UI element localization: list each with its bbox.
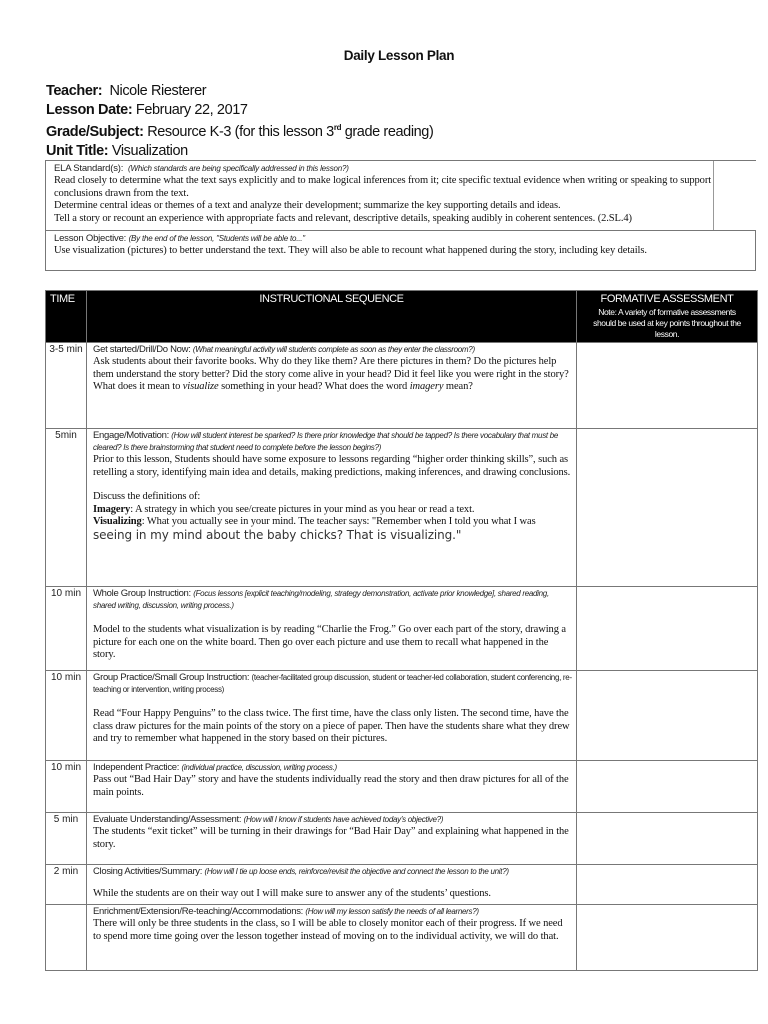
row-body: Read “Four Happy Penguins” to the class twice. The first time, have the class only listen. The second time, have the class draw pictures for the main points of the story on a piece of paper. Then have the students share what they drew and try to remember what happened in the story based on their pictures. <box>93 708 570 744</box>
standards-hint: (Which standards are being specifically addressed in this lesson?) <box>128 164 349 173</box>
row-body-c: something in your head? What does the word <box>218 381 410 392</box>
row-body: The students “exit ticket” will be turning in their drawings for “Bad Hair Day” and explaining what happened in the story. <box>93 826 569 850</box>
row-body: Model to the students what visualization is by reading “Charlie the Frog.” Go over each part of the story, drawing a picture for each one on the white board. Then go over each picture and use them to recall what happened in the story. <box>93 624 566 660</box>
row-time: 3-5 min <box>46 343 87 429</box>
def-imagery: : A strategy in which you see/create pictures in your mind as you hear or read a text. <box>130 503 475 515</box>
standard-line-1: Read closely to determine what the text says explicitly and to make logical inferences from it; cite specific textual evidence when writing or speaking to support conclusions drawn from the text. <box>54 175 712 199</box>
row-sequence <box>87 671 577 761</box>
row-heading <box>93 866 572 878</box>
row-heading-label: Evaluate Understanding/Assessment: <box>93 814 242 825</box>
teacher-value: Nicole Riesterer <box>109 83 207 99</box>
unit-row <box>46 142 433 161</box>
unit-value: Visualization <box>111 142 188 159</box>
grade-value <box>147 124 433 140</box>
row-assessment <box>577 813 758 865</box>
def-visualizing: : What you actually see in your mind. The teacher says: "Remember when I told you what I was <box>141 516 536 527</box>
header-formative-title: FORMATIVE ASSESSMENT <box>600 293 734 305</box>
row-body: There will only be three students in the class, so I will be able to closely monitor each of their progress. If we need to spend more time going over the lesson together instead of moving on to the individual activity, we will do that. <box>93 918 563 942</box>
row-heading <box>93 762 572 774</box>
row-assessment <box>577 671 758 761</box>
row-sequence <box>87 343 577 429</box>
standards-box <box>45 160 756 231</box>
grade-row <box>46 119 433 142</box>
grade-value-post: grade reading) <box>341 124 434 140</box>
grade-value-sup: rd <box>333 123 342 132</box>
unit-label: Unit Title: <box>46 142 109 159</box>
row-time: 10 min <box>46 671 87 761</box>
row-sequence <box>87 813 577 865</box>
grade-value-pre: Resource K-3 (for this lesson 3 <box>147 124 334 140</box>
row-assessment <box>577 587 758 671</box>
row-body: Prior to this lesson, Students should have some exposure to lessons regarding “higher order thinking skills”, such as retelling a story, identifying main idea and details, making predictions, making inferences, and drawing conclusions. <box>93 454 571 478</box>
row-body-d: imagery <box>409 381 444 392</box>
row-discuss: Discuss the definitions of: <box>93 491 201 502</box>
row-heading <box>93 430 572 454</box>
objective-label: Lesson Objective: <box>54 233 127 244</box>
objective-text: Use visualization (pictures) to better understand the text. They will also be able to recount what happened during the story, including key details. <box>54 245 647 256</box>
table-header-row <box>46 291 758 343</box>
row-heading-label: Closing Activities/Summary: <box>93 866 203 877</box>
row-heading-label: Engage/Motivation: <box>93 430 169 441</box>
row-def-imagery <box>93 504 572 517</box>
row-time <box>46 905 87 971</box>
teacher-row <box>46 82 433 101</box>
standard-line-2: Determine central ideas or themes of a text and analyze their development; summarize the key supporting details and ideas. <box>54 200 561 211</box>
def-visualizing-tail: seeing in my mind about the baby chicks? That is visualizing." <box>93 527 462 542</box>
standard-line-3: Tell a story or recount an experience with appropriate facts and relevant, descriptive details, speaking audibly in coherent sentences. (2.SL.4) <box>54 212 632 224</box>
table-row <box>46 865 758 905</box>
date-row <box>46 101 433 120</box>
row-sequence <box>87 429 577 587</box>
row-hint: (teacher-facilitated group discussion, student or teacher-led collaboration, student conferencing, re-teaching or intervention, writing process) <box>93 673 572 694</box>
row-time: 10 min <box>46 587 87 671</box>
instructional-sequence-table <box>45 290 758 971</box>
row-sequence <box>87 587 577 671</box>
row-sequence <box>87 761 577 813</box>
table-row <box>46 343 758 429</box>
row-heading-label: Group Practice/Small Group Instruction: <box>93 672 250 683</box>
row-hint: (How will I tie up loose ends, reinforce/revisit the objective and connect the lesson to the unit?) <box>204 867 509 876</box>
row-body-e: mean? <box>443 381 473 392</box>
row-assessment <box>577 343 758 429</box>
objective-hint: (By the end of the lesson, "Students will be able to..." <box>128 234 305 243</box>
objective-heading <box>54 233 755 245</box>
row-body: Pass out “Bad Hair Day” story and have the students individually read the story and then draw pictures for all of the main points. <box>93 774 569 798</box>
table-row <box>46 905 758 971</box>
row-hint: (individual practice, discussion, writing process.) <box>181 763 337 772</box>
row-heading-label: Get started/Drill/Do Now: <box>93 344 191 355</box>
table-row <box>46 429 758 587</box>
date-value: February 22, 2017 <box>135 101 248 118</box>
row-sequence <box>87 905 577 971</box>
row-body <box>93 356 572 394</box>
row-body-a: Ask students about their favorite books. Why do they like them? Are there pictures in them? Do the pictures help them understand the story better? Did the story come alive in your head? Did it feel like you were right in the story? What does it mean to <box>93 356 569 392</box>
row-sequence <box>87 865 577 905</box>
row-heading <box>93 344 572 356</box>
table-row <box>46 761 758 813</box>
table-row <box>46 587 758 671</box>
row-hint: (How will I know if students have achieved today’s objective?) <box>243 815 444 824</box>
row-time: 5 min <box>46 813 87 865</box>
document-title: Daily Lesson Plan <box>343 48 455 63</box>
row-assessment <box>577 761 758 813</box>
table-row <box>46 671 758 761</box>
row-def-visualizing <box>93 516 572 543</box>
row-hint: (What meaningful activity will students complete as soon as they enter the classroom?) <box>192 345 475 354</box>
row-assessment <box>577 429 758 587</box>
row-assessment <box>577 865 758 905</box>
lesson-meta <box>46 82 433 160</box>
row-time: 5min <box>46 429 87 587</box>
row-body: While the students are on their way out I will make sure to answer any of the students’ questions. <box>93 888 491 899</box>
table-row <box>46 813 758 865</box>
objective-box <box>45 230 756 271</box>
row-hint: (How will my lesson satisfy the needs of all learners?) <box>305 907 479 916</box>
row-body-b: visualize <box>182 381 219 392</box>
row-hint: (Focus lessons [explicit teaching/modeling, strategy demonstration, activate prior knowledge], shared reading, shared writing, discussion, writing process.) <box>93 589 549 610</box>
standards-label: ELA Standard(s): <box>54 163 124 174</box>
row-hint: (How will student interest be sparked? Is there prior knowledge that should be tapped? Is there vocabulary that must be cleared? Is there brainstorming that student need to complete before the lesson begins?) <box>93 431 559 452</box>
row-heading <box>93 814 572 826</box>
row-heading-label: Whole Group Instruction: <box>93 588 191 599</box>
term-imagery: Imagery <box>93 503 131 515</box>
row-heading <box>93 906 572 918</box>
standards-heading <box>54 163 713 175</box>
row-heading <box>93 588 572 612</box>
row-time: 10 min <box>46 761 87 813</box>
header-formative <box>577 291 758 343</box>
date-label: Lesson Date: <box>46 101 133 118</box>
row-heading-label: Enrichment/Extension/Re-teaching/Accommodations: <box>93 906 304 917</box>
grade-label: Grade/Subject: <box>46 124 144 140</box>
header-sequence: INSTRUCTIONAL SEQUENCE <box>87 291 577 343</box>
row-assessment <box>577 905 758 971</box>
teacher-label: Teacher: <box>46 83 103 99</box>
row-heading-label: Independent Practice: <box>93 762 180 773</box>
header-time: TIME <box>46 291 87 343</box>
header-formative-note: Note: A variety of formative assessments should be used at key points throughout the lesson. <box>593 307 741 339</box>
row-time: 2 min <box>46 865 87 905</box>
term-visualizing: Visualizing <box>93 516 142 527</box>
row-heading <box>93 672 572 696</box>
